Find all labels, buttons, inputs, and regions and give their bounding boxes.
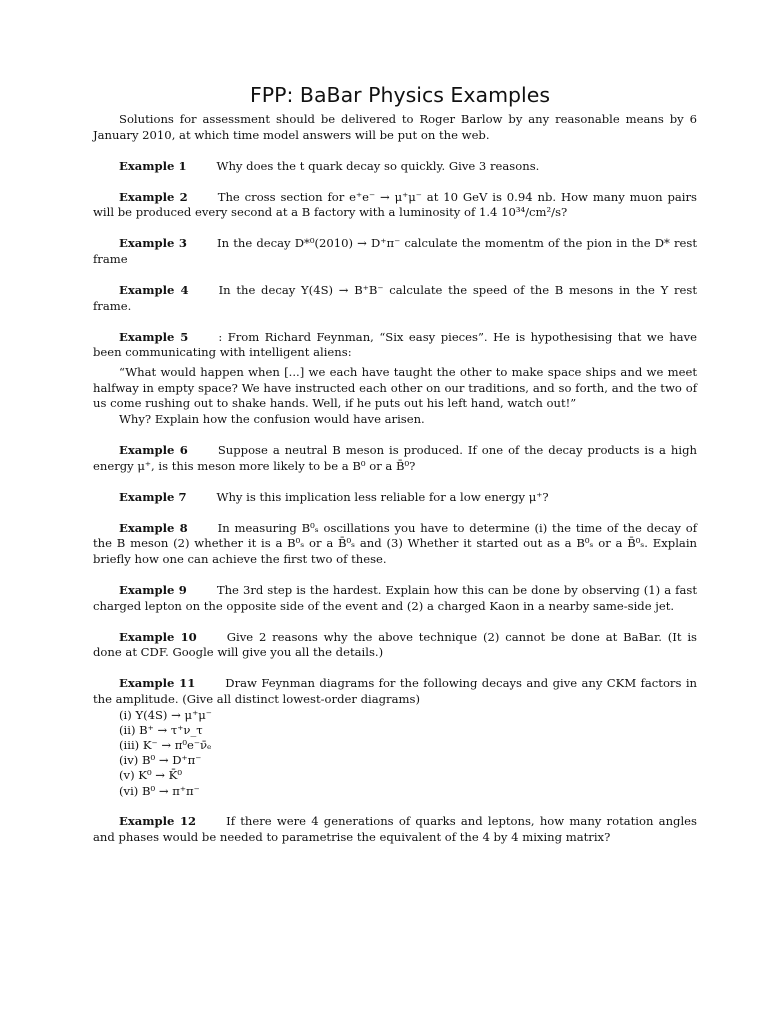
decay-list bbox=[93, 708, 697, 799]
example-label: Example 8 bbox=[119, 520, 188, 535]
example-label: Example 3 bbox=[119, 236, 187, 251]
example-text: In measuring B⁰ₛ oscillations you have to determine (i) the time of the decay of the B meson (2) whether it is a B⁰ₛ or a B̄⁰ₛ and (3) Whether it started out as a B⁰ₛ or a B̄⁰ₛ. Explain briefly how one can achieve the first two of these. bbox=[93, 520, 697, 566]
example-text: Suppose a neutral B meson is produced. If one of the decay products is a high energy μ⁺, is this meson more likely to be a B⁰ or a B̄⁰? bbox=[93, 442, 697, 473]
example-text: The 3rd step is the hardest. Explain how this can be done by observing (1) a fast charged lepton on the opposite side of the event and (2) a charged Kaon in a nearby same-side jet. bbox=[93, 582, 697, 613]
example-text: Draw Feynman diagrams for the following decays and give any CKM factors in the amplitude. (Give all distinct lowest-order diagrams) bbox=[93, 676, 697, 706]
example-label: Example 12 bbox=[119, 814, 197, 829]
example-9 bbox=[93, 583, 697, 614]
example-text: In the decay Υ(4S) → B⁺B⁻ calculate the speed of the B mesons in the Υ rest frame. bbox=[93, 283, 697, 313]
example-8 bbox=[93, 521, 697, 568]
decay-item: (vi) B⁰ → π⁺π⁻ bbox=[119, 783, 200, 798]
example-7 bbox=[93, 490, 697, 506]
example-label: Example 1 bbox=[119, 158, 187, 173]
examples-list bbox=[93, 159, 697, 846]
example-11 bbox=[93, 676, 697, 707]
example-text: The cross section for e⁺e⁻ → μ⁺μ⁻ at 10 GeV is 0.94 nb. How many muon pairs will be produced every second at a B factory with a luminosity of 1.4 10³⁴/cm²/s? bbox=[93, 189, 697, 220]
example-label: Example 2 bbox=[119, 189, 188, 204]
example-label: Example 10 bbox=[119, 629, 197, 644]
example-12 bbox=[93, 814, 697, 845]
example-2 bbox=[93, 190, 697, 221]
example-10 bbox=[93, 630, 697, 661]
example-text: Why is this implication less reliable for a low energy μ⁺? bbox=[216, 489, 549, 504]
example-text: In the decay D*⁰(2010) → D⁺π⁻ calculate the momentm of the pion in the D* rest frame bbox=[93, 236, 697, 267]
example-label: Example 7 bbox=[119, 489, 187, 504]
example-label: Example 4 bbox=[119, 283, 189, 298]
example-3 bbox=[93, 236, 697, 267]
decay-item: (i) Υ(4S) → μ⁺μ⁻ bbox=[119, 707, 212, 722]
decay-item: (v) K⁰ → K̄⁰ bbox=[119, 768, 182, 783]
decay-item: (ii) B⁺ → τ⁺ν_τ bbox=[119, 722, 203, 737]
feynman-quote: “What would happen when [...] we each have taught the other to make space ships and we meet halfway in empty space? We have instructed each other on our traditions, and so forth, and the two of us come rushing out to shake hands. Well, if he puts out his left hand, watch out!” bbox=[93, 365, 697, 411]
example-label: Example 11 bbox=[119, 676, 196, 691]
example-text: If there were 4 generations of quarks and leptons, how many rotation angles and phases would be needed to parametrise the equivalent of the 4 by 4 mixing matrix? bbox=[93, 814, 697, 844]
example-label: Example 9 bbox=[119, 582, 187, 597]
example-text: Give 2 reasons why the above technique (2) cannot be done at BaBar. (It is done at CDF. Google will give you all the details.) bbox=[93, 629, 697, 660]
page-title: FPP: BaBar Physics Examples bbox=[249, 83, 551, 107]
example-5 bbox=[93, 330, 697, 361]
example-text: Why does the t quark decay so quickly. Give 3 reasons. bbox=[216, 158, 540, 173]
example-label: Example 6 bbox=[119, 442, 188, 457]
quote-followup: Why? Explain how the confusion would have arisen. bbox=[119, 411, 425, 426]
example-label: Example 5 bbox=[119, 329, 189, 344]
example-4 bbox=[93, 283, 697, 314]
example-text: : From Richard Feynman, “Six easy pieces”. He is hypothesising that we have been communicating with intelligent aliens: bbox=[93, 329, 697, 360]
decay-item: (iv) B⁰ → D⁺π⁻ bbox=[119, 753, 202, 768]
example-6 bbox=[93, 443, 697, 474]
example-1 bbox=[93, 159, 697, 175]
intro-paragraph: Solutions for assessment should be delivered to Roger Barlow by any reasonable means by 6 January 2010, at which time model answers will be put on the web. bbox=[93, 112, 697, 142]
decay-item: (iii) K⁻ → π⁰e⁻ν̄ₑ bbox=[119, 737, 212, 752]
